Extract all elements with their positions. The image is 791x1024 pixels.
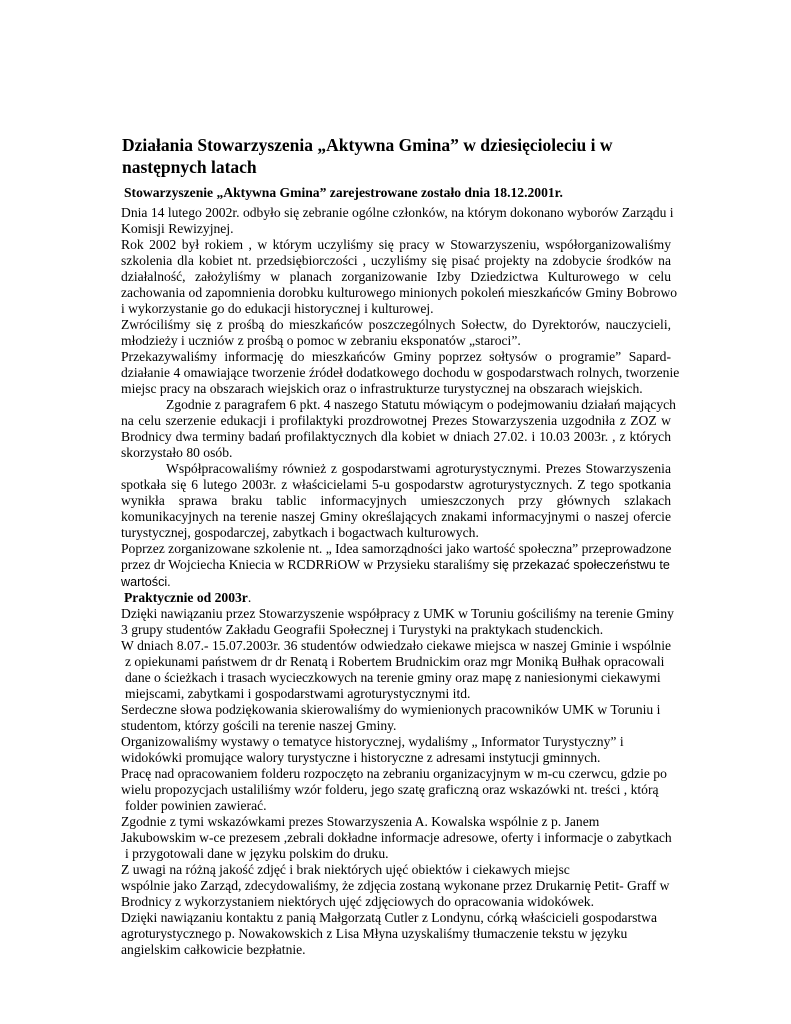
body-line: dane o ścieżkach i trasach wycieczkowych na terenie gminy oraz mapę z naniesionymi ciekawymi xyxy=(125,670,661,685)
body-line: angielskim całkowicie bezpłatnie. xyxy=(121,942,306,957)
page-title: Działania Stowarzyszenia „Aktywna Gmina” w dziesięcioleciu i w następnych latach xyxy=(122,135,613,177)
body-line: Dzięki nawiązaniu kontaktu z panią Małgorzatą Cutler z Londynu, córką właścicieli gospodarstwa xyxy=(121,910,658,925)
body-line: wspólnie jako Zarząd, zdecydowaliśmy, że zdjęcia zostaną wykonane przez Drukarnię Petit- Graff w xyxy=(121,878,670,893)
body-line: miejsc pracy na obszarach wiejskich oraz o infrastrukturze turystycznej na obszarach wiejskich. xyxy=(121,381,643,396)
body-line: Poprzez zorganizowane szkolenie nt. „ Idea samorządności jako wartość społeczna” przeprowadzone xyxy=(121,541,672,556)
body-line: zachowania od zapomnienia dorobku kulturowego minionych pokoleń mieszkańców Gminy Bobrowo xyxy=(121,285,678,300)
body-line-sans-part: się przekazać społeczeństwu te xyxy=(492,558,670,572)
section-heading-dot: . xyxy=(247,590,252,605)
body-line: wynikła sprawa braku tablic informacyjnych umieszczonych przy głównych szlakach xyxy=(121,493,671,508)
body-line: z opiekunami państwem dr dr Renatą i Robertem Brudnickim oraz mgr Moniką Bułhak opracowali xyxy=(125,654,665,669)
body-line: i wykorzystanie go do edukacji historycznej i kulturowej. xyxy=(121,301,434,316)
body-line: Przekazywaliśmy informację do mieszkańców Gminy poprzez sołtysów o programie” Sapard- xyxy=(121,349,671,364)
body-line: wartości. xyxy=(121,575,171,589)
body-line: na celu szerzenie edukacji i profilaktyki prozdrowotnej Prezes Stowarzyszenia uzgodniła z ZOZ w xyxy=(121,413,671,428)
body-line: Organizowaliśmy wystawy o tematyce historycznej, wydaliśmy „ Informator Turystyczny” i xyxy=(121,734,624,749)
body-line: turystycznej, gospodarczej, zabytkach i bogactwach kulturowych. xyxy=(121,525,479,540)
body-line: Brodnicy z wykorzystaniem niektórych ujęć zdjęciowych do opracowania widokówek. xyxy=(121,894,594,909)
body-line: spotkała się 6 lutego 2003r. z właścicielami 5-u gospodarstw agroturystycznych. Z tego spotkania xyxy=(121,477,671,492)
body-line: i przygotowali dane w języku polskim do druku. xyxy=(125,846,389,861)
body-line: działalność, założyliśmy w planach zorganizowanie Izby Dziedzictwa Kulturowego w celu xyxy=(121,269,671,284)
body-line: wielu propozycjach ustaliliśmy wzór folderu, jego szatę graficzną oraz wskazówki nt. treści , którą xyxy=(121,782,659,797)
body-line xyxy=(121,557,670,573)
body-line: Zwróciliśmy się z prośbą do mieszkańców poszczególnych Sołectw, do Dyrektorów, nauczycieli, xyxy=(121,317,671,332)
body-line: Dnia 14 lutego 2002r. odbyło się zebranie ogólne członków, na którym dokonano wyborów Zarządu i xyxy=(121,205,674,220)
body-line: Zgodnie z paragrafem 6 pkt. 4 naszego Statutu mówiącym o podejmowaniu działań mających xyxy=(166,397,676,412)
body-line: studentom, którzy gościli na terenie naszej Gminy. xyxy=(121,718,397,733)
body-line: Współpracowaliśmy również z gospodarstwami agroturystycznymi. Prezes Stowarzyszenia xyxy=(166,461,671,476)
body-line: miejscami, zabytkami i gospodarstwami agroturystycznymi itd. xyxy=(125,686,471,701)
body-line: Serdeczne słowa podziękowania skierowaliśmy do wymienionych pracowników UMK w Toruniu i xyxy=(121,702,661,717)
body-line: Brodnicy dwa terminy badań profilaktycznych dla kobiet w dniach 27.02. i 10.03 2003r. , z których xyxy=(121,429,671,444)
body-line-serif-part: przez dr Wojciecha Kniecia w RCDRRiOW w Przysieku staraliśmy xyxy=(121,557,490,572)
body-line: skorzystało 80 osób. xyxy=(121,445,233,460)
body-line: Jakubowskim w-ce prezesem ,zebrali dokładne informacje adresowe, oferty i informacje o zabytkach xyxy=(121,830,672,845)
body-line: 3 grupy studentów Zakładu Geografii Społecznej i Turystyki na praktykach studenckich. xyxy=(121,622,604,637)
section-heading xyxy=(124,590,251,606)
body-line: folder powinien zawierać. xyxy=(125,798,267,813)
body-line: Rok 2002 był rokiem , w którym uczyliśmy się pracy w Stowarzyszeniu, współorganizowaliśmy xyxy=(121,237,671,252)
body-line: W dniach 8.07.- 15.07.2003r. 36 studentów odwiedzało ciekawe miejsca w naszej Gminie i wspólnie xyxy=(121,638,671,653)
body-line: agroturystycznego p. Nowakowskich z Lisa Młyna uzyskaliśmy tłumaczenie tekstu w języku xyxy=(121,926,628,941)
section-heading-text: Praktycznie od 2003r xyxy=(124,590,248,605)
body-line: działanie 4 omawiające tworzenie źródeł dodatkowego dochodu w gospodarstwach rolnych, tworzenie xyxy=(121,365,680,380)
body-line: młodzieży i uczniów z prośbą o pomoc w zebraniu eksponatów „staroci”. xyxy=(121,333,521,348)
body-line: Pracę nad opracowaniem folderu rozpoczęto na zebraniu organizacyjnym w m-cu czerwcu, gdzie po xyxy=(121,766,667,781)
body-line: szkolenia dla kobiet nt. przedsiębiorczości , uczyliśmy się pisać projekty na zdobycie środków na xyxy=(121,253,671,268)
body-line: Zgodnie z tymi wskazówkami prezes Stowarzyszenia A. Kowalska wspólnie z p. Janem xyxy=(121,814,600,829)
registration-subheading: Stowarzyszenie „Aktywna Gmina” zarejestrowane zostało dnia 18.12.2001r. xyxy=(124,185,563,200)
body-line: Dzięki nawiązaniu przez Stowarzyszenie współpracy z UMK w Toruniu gościliśmy na terenie Gminy xyxy=(121,606,674,621)
body-line: widokówki promujące walory turystyczne i historyczne z adresami instytucji gminnych. xyxy=(121,750,601,765)
body-line: Komisji Rewizyjnej. xyxy=(121,221,234,236)
body-line: komunikacyjnych na terenie naszej Gminy określających znakami informacyjnymi o naszej ofercie xyxy=(121,509,671,524)
body-line: Z uwagi na różną jakość zdjęć i brak niektórych ujęć obiektów i ciekawych miejsc xyxy=(121,862,570,877)
